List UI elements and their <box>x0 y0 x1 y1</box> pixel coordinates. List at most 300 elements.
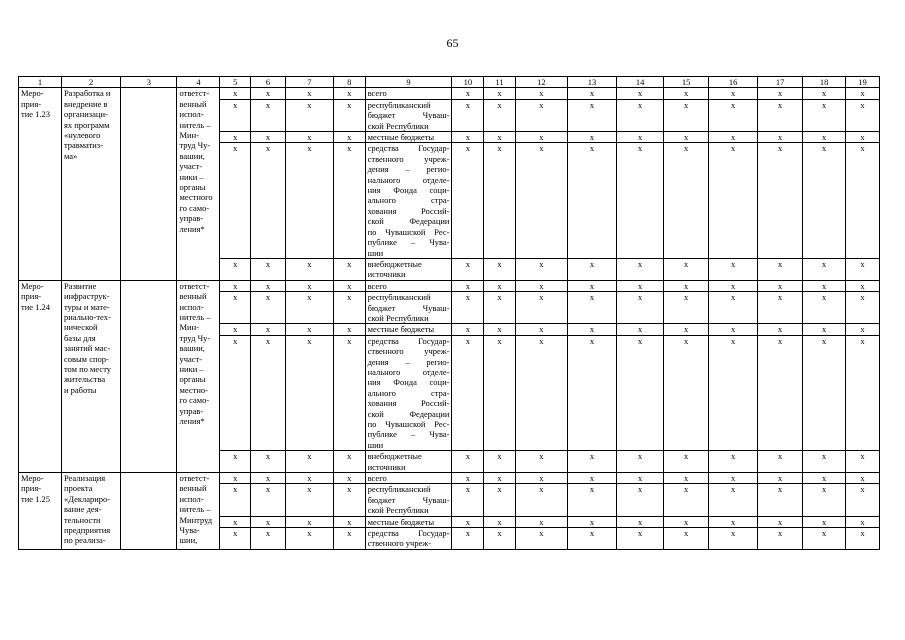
mark-cell: x <box>515 132 567 143</box>
funding-source-line: ального стра- <box>367 387 450 398</box>
header-cell: 3 <box>121 77 177 88</box>
measure-name <box>61 88 120 280</box>
measure-executor-line: управ- <box>179 213 204 224</box>
mark-cell: x <box>285 516 333 527</box>
measure-executor-line: нитель – <box>179 311 211 322</box>
header-cell: 18 <box>803 77 846 88</box>
funding-source-line: всего <box>367 473 387 484</box>
mark-cell: x <box>568 335 617 450</box>
mark-cell: x <box>452 451 484 473</box>
measure-name-line: тельности <box>63 514 101 525</box>
measure-executor-line: местного <box>179 192 213 203</box>
mark-cell: x <box>803 132 846 143</box>
measure-name-line: по реализа- <box>63 535 106 546</box>
header-cell: 10 <box>452 77 484 88</box>
mark-cell: x <box>333 258 365 280</box>
mark-cell: x <box>664 292 709 324</box>
header-cell: 7 <box>285 77 333 88</box>
measure-name-line: совым спор- <box>63 353 109 364</box>
header-cell: 4 <box>177 77 220 88</box>
mark-cell: x <box>515 335 567 450</box>
mark-cell: x <box>251 292 286 324</box>
measure-code-line: тие 1.24 <box>21 301 51 312</box>
mark-cell: x <box>846 335 880 450</box>
funding-source-line: ской Республики <box>367 120 429 131</box>
mark-cell: x <box>758 132 803 143</box>
mark-cell: x <box>758 99 803 131</box>
mark-cell: x <box>484 324 516 335</box>
measure-name-line: предприятия <box>63 525 111 536</box>
mark-cell: x <box>664 258 709 280</box>
measure-code-line: Меро- <box>21 88 44 99</box>
measure-name-line: вание дея- <box>63 504 102 515</box>
mark-cell: x <box>617 292 664 324</box>
mark-cell: x <box>617 143 664 258</box>
mark-cell: x <box>285 451 333 473</box>
mark-cell: x <box>664 324 709 335</box>
header-cell: 17 <box>758 77 803 88</box>
header-cell: 14 <box>617 77 664 88</box>
mark-cell: x <box>515 99 567 131</box>
measure-code <box>19 280 62 472</box>
mark-cell: x <box>220 292 251 324</box>
mark-cell: x <box>846 324 880 335</box>
mark-cell: x <box>484 143 516 258</box>
measure-name-line: нической <box>63 322 98 333</box>
funding-source <box>365 335 452 450</box>
mark-cell: x <box>758 335 803 450</box>
measure-executor-line: шии, <box>179 535 198 546</box>
mark-cell: x <box>709 516 758 527</box>
mark-cell: x <box>484 99 516 131</box>
mark-cell: x <box>568 258 617 280</box>
header-cell: 15 <box>664 77 709 88</box>
mark-cell: x <box>220 99 251 131</box>
measure-executor <box>177 473 220 550</box>
funding-source-line: дения – регио- <box>367 356 450 367</box>
mark-cell: x <box>846 516 880 527</box>
mark-cell: x <box>452 516 484 527</box>
funding-source-line: средства Государ- <box>367 143 450 154</box>
measure-name-line: организаци- <box>63 109 108 120</box>
funding-source-line: внебюджетные <box>367 258 422 269</box>
funding-source-line: внебюджетные <box>367 451 422 462</box>
measure-executor-line: венный <box>179 483 207 494</box>
mark-cell: x <box>251 516 286 527</box>
mark-cell: x <box>452 473 484 484</box>
mark-cell: x <box>452 324 484 335</box>
funding-source-line: ственного учреж- <box>367 153 450 164</box>
mark-cell: x <box>709 143 758 258</box>
mark-cell: x <box>220 143 251 258</box>
mark-cell: x <box>285 280 333 291</box>
table-row <box>19 88 880 99</box>
mark-cell: x <box>846 528 880 550</box>
mark-cell: x <box>484 473 516 484</box>
mark-cell: x <box>758 280 803 291</box>
mark-cell: x <box>664 473 709 484</box>
header-cell: 19 <box>846 77 880 88</box>
measure-executor-line: ления* <box>179 223 205 234</box>
mark-cell: x <box>803 143 846 258</box>
funding-source <box>365 324 452 335</box>
mark-cell: x <box>803 516 846 527</box>
funding-source <box>365 99 452 131</box>
mark-cell: x <box>484 280 516 291</box>
mark-cell: x <box>452 280 484 291</box>
mark-cell: x <box>285 143 333 258</box>
mark-cell: x <box>484 132 516 143</box>
mark-cell: x <box>846 88 880 99</box>
measure-executor-line: ответст- <box>179 280 210 291</box>
measure-code-line: прия- <box>21 98 42 109</box>
measure-executor-line: Минтруд <box>179 514 213 525</box>
funding-source-line: бюджет Чуваш- <box>367 494 450 505</box>
mark-cell: x <box>709 258 758 280</box>
measure-executor-line: Мин- <box>179 130 199 141</box>
funding-source-line: источники <box>367 461 406 472</box>
mark-cell: x <box>664 451 709 473</box>
mark-cell: x <box>568 324 617 335</box>
measure-executor-line: ники – <box>179 363 204 374</box>
empty-cell <box>121 88 177 280</box>
measure-name-line: проекта <box>63 483 93 494</box>
mark-cell: x <box>568 143 617 258</box>
measure-executor-line: го само- <box>179 395 210 406</box>
measure-name-line: базы для <box>63 332 96 343</box>
mark-cell: x <box>617 280 664 291</box>
mark-cell: x <box>709 528 758 550</box>
mark-cell: x <box>484 88 516 99</box>
mark-cell: x <box>568 473 617 484</box>
mark-cell: x <box>452 335 484 450</box>
measure-executor-line: ники – <box>179 171 204 182</box>
mark-cell: x <box>846 132 880 143</box>
funding-source-line: республиканский <box>367 99 431 110</box>
mark-cell: x <box>664 335 709 450</box>
mark-cell: x <box>758 258 803 280</box>
mark-cell: x <box>617 88 664 99</box>
funding-source-line: хования Россий- <box>367 398 450 409</box>
mark-cell: x <box>846 473 880 484</box>
mark-cell: x <box>333 280 365 291</box>
mark-cell: x <box>617 132 664 143</box>
mark-cell: x <box>709 324 758 335</box>
header-cell: 11 <box>484 77 516 88</box>
mark-cell: x <box>617 528 664 550</box>
mark-cell: x <box>220 280 251 291</box>
mark-cell: x <box>758 143 803 258</box>
measure-name-line: инфраструк- <box>63 291 110 302</box>
mark-cell: x <box>758 451 803 473</box>
mark-cell: x <box>251 335 286 450</box>
mark-cell: x <box>664 484 709 516</box>
funding-source-line: источники <box>367 269 406 280</box>
funding-source <box>365 292 452 324</box>
measure-executor <box>177 280 220 472</box>
measure-name-line: том по месту <box>63 363 112 374</box>
empty-cell <box>121 280 177 472</box>
funding-source-line: ской Республики <box>367 312 429 323</box>
funding-source <box>365 132 452 143</box>
measure-name-line: Разработка и <box>63 88 111 99</box>
mark-cell: x <box>803 258 846 280</box>
header-cell: 13 <box>568 77 617 88</box>
funding-source-line: ской Федерации <box>367 408 450 419</box>
measure-executor-line: ления* <box>179 416 205 426</box>
funding-source <box>365 143 452 258</box>
mark-cell: x <box>484 516 516 527</box>
measure-executor-line: труд Чу- <box>179 140 211 151</box>
measure-name-line: внедрение в <box>63 98 108 109</box>
mark-cell: x <box>664 143 709 258</box>
mark-cell: x <box>709 484 758 516</box>
mark-cell: x <box>484 258 516 280</box>
header-cell: 1 <box>19 77 62 88</box>
mark-cell: x <box>251 88 286 99</box>
header-cell: 12 <box>515 77 567 88</box>
mark-cell: x <box>709 335 758 450</box>
mark-cell: x <box>803 484 846 516</box>
mark-cell: x <box>617 335 664 450</box>
mark-cell: x <box>515 473 567 484</box>
funding-source-line: средства Государ- <box>367 528 450 539</box>
funding-source-line: местные бюджеты <box>367 132 435 143</box>
measure-executor-line: венный <box>179 291 207 302</box>
header-row <box>19 77 880 88</box>
funding-source <box>365 473 452 484</box>
mark-cell: x <box>333 528 365 550</box>
mark-cell: x <box>220 335 251 450</box>
mark-cell: x <box>452 258 484 280</box>
mark-cell: x <box>568 99 617 131</box>
mark-cell: x <box>484 335 516 450</box>
measure-executor-line: ответст- <box>179 473 210 484</box>
measure-executor-line: го само- <box>179 202 210 213</box>
empty-cell <box>121 473 177 550</box>
measure-executor-line: нитель – <box>179 504 211 515</box>
funding-source-line: шии <box>367 247 384 258</box>
measure-code <box>19 88 62 280</box>
measure-name-line: ях программ <box>63 119 110 130</box>
funding-source-line: средства Государ- <box>367 335 450 346</box>
funding-source-line: ального стра- <box>367 195 450 206</box>
measure-code-line: Меро- <box>21 473 44 484</box>
funding-source-line: местные бюджеты <box>367 324 435 335</box>
measure-executor-line: органы <box>179 182 206 193</box>
mark-cell: x <box>515 451 567 473</box>
mark-cell: x <box>515 143 567 258</box>
mark-cell: x <box>333 324 365 335</box>
mark-cell: x <box>452 484 484 516</box>
mark-cell: x <box>664 280 709 291</box>
funding-source <box>365 88 452 99</box>
mark-cell: x <box>617 99 664 131</box>
mark-cell: x <box>452 528 484 550</box>
measure-name-line: ма» <box>63 150 78 161</box>
mark-cell: x <box>285 484 333 516</box>
funding-source-line: ской Федерации <box>367 216 450 227</box>
mark-cell: x <box>664 132 709 143</box>
funding-source-line: публике – Чува- <box>367 429 450 440</box>
mark-cell: x <box>333 99 365 131</box>
mark-cell: x <box>285 258 333 280</box>
measure-name-line: травматиз- <box>63 140 103 151</box>
mark-cell: x <box>515 484 567 516</box>
measure-executor-line: испол- <box>179 301 204 312</box>
funding-source <box>365 258 452 280</box>
mark-cell: x <box>220 132 251 143</box>
mark-cell: x <box>484 292 516 324</box>
mark-cell: x <box>568 484 617 516</box>
funding-source-line: по Чувашской Рес- <box>367 419 450 429</box>
mark-cell: x <box>568 528 617 550</box>
mark-cell: x <box>251 99 286 131</box>
funding-source-line: республиканский <box>367 484 431 495</box>
measure-name-line: занятий мас- <box>63 343 111 354</box>
mark-cell: x <box>220 473 251 484</box>
measure-code-line: прия- <box>21 291 42 302</box>
funding-source-line: публике – Чува- <box>367 237 450 248</box>
mark-cell: x <box>758 516 803 527</box>
mark-cell: x <box>333 451 365 473</box>
mark-cell: x <box>846 99 880 131</box>
funding-source-line: республиканский <box>367 292 431 303</box>
measure-executor-line: труд Чу- <box>179 332 211 343</box>
mark-cell: x <box>568 516 617 527</box>
header-cell: 5 <box>220 77 251 88</box>
mark-cell: x <box>220 516 251 527</box>
mark-cell: x <box>709 99 758 131</box>
mark-cell: x <box>568 132 617 143</box>
budget-table <box>18 76 880 550</box>
measure-name-line: Развитие <box>63 280 97 291</box>
funding-source-line: местные бюджеты <box>367 516 435 527</box>
funding-source-line: нального отделе- <box>367 174 450 185</box>
funding-source-line: нального отделе- <box>367 366 450 377</box>
mark-cell: x <box>285 132 333 143</box>
measure-executor <box>177 88 220 280</box>
header-cell: 6 <box>251 77 286 88</box>
mark-cell: x <box>515 88 567 99</box>
measure-executor-line: управ- <box>179 405 204 416</box>
measure-executor-line: вашии, <box>179 343 205 354</box>
mark-cell: x <box>846 451 880 473</box>
mark-cell: x <box>758 88 803 99</box>
mark-cell: x <box>515 528 567 550</box>
mark-cell: x <box>220 88 251 99</box>
table-row <box>19 473 880 484</box>
mark-cell: x <box>617 473 664 484</box>
mark-cell: x <box>758 292 803 324</box>
measure-executor-line: вашии, <box>179 150 205 161</box>
mark-cell: x <box>452 292 484 324</box>
mark-cell: x <box>664 88 709 99</box>
funding-source-line: дения – регио- <box>367 164 450 175</box>
mark-cell: x <box>758 484 803 516</box>
mark-cell: x <box>251 280 286 291</box>
mark-cell: x <box>846 280 880 291</box>
mark-cell: x <box>285 292 333 324</box>
measure-executor-line: венный <box>179 98 207 109</box>
mark-cell: x <box>709 132 758 143</box>
mark-cell: x <box>333 292 365 324</box>
mark-cell: x <box>285 528 333 550</box>
funding-source-line: всего <box>367 280 387 291</box>
funding-source <box>365 451 452 473</box>
mark-cell: x <box>251 484 286 516</box>
mark-cell: x <box>803 292 846 324</box>
funding-source <box>365 484 452 516</box>
mark-cell: x <box>452 99 484 131</box>
mark-cell: x <box>452 88 484 99</box>
measure-name-line: «Деклариро- <box>63 493 111 504</box>
measure-executor-line: испол- <box>179 493 204 504</box>
header-cell: 2 <box>61 77 120 88</box>
header-cell: 8 <box>333 77 365 88</box>
measure-executor-line: ответст- <box>179 88 210 99</box>
mark-cell: x <box>617 324 664 335</box>
funding-source <box>365 528 452 550</box>
mark-cell: x <box>803 473 846 484</box>
mark-cell: x <box>664 99 709 131</box>
mark-cell: x <box>333 484 365 516</box>
mark-cell: x <box>617 258 664 280</box>
mark-cell: x <box>251 143 286 258</box>
funding-source-line: хования Россий- <box>367 205 450 216</box>
mark-cell: x <box>846 292 880 324</box>
measure-code-line: тие 1.25 <box>21 493 51 504</box>
mark-cell: x <box>333 88 365 99</box>
mark-cell: x <box>220 324 251 335</box>
mark-cell: x <box>452 132 484 143</box>
mark-cell: x <box>333 132 365 143</box>
table-row <box>19 280 880 291</box>
mark-cell: x <box>452 143 484 258</box>
measure-name-line: жительства <box>63 374 106 385</box>
mark-cell: x <box>251 132 286 143</box>
measure-executor-line: испол- <box>179 109 204 120</box>
measure-code <box>19 473 62 550</box>
funding-source-line: шии <box>367 439 384 450</box>
mark-cell: x <box>333 143 365 258</box>
mark-cell: x <box>709 451 758 473</box>
funding-source <box>365 280 452 291</box>
mark-cell: x <box>803 528 846 550</box>
mark-cell: x <box>803 99 846 131</box>
mark-cell: x <box>846 143 880 258</box>
mark-cell: x <box>333 473 365 484</box>
measure-executor-line: участ- <box>179 353 203 364</box>
mark-cell: x <box>709 88 758 99</box>
mark-cell: x <box>664 516 709 527</box>
measure-name-line: «нулевого <box>63 130 101 141</box>
mark-cell: x <box>515 280 567 291</box>
mark-cell: x <box>220 528 251 550</box>
mark-cell: x <box>515 324 567 335</box>
measure-code-line: Меро- <box>21 280 44 291</box>
mark-cell: x <box>568 292 617 324</box>
measure-executor-line: участ- <box>179 161 203 172</box>
mark-cell: x <box>515 292 567 324</box>
header-cell: 16 <box>709 77 758 88</box>
measure-name-line: туры и мате- <box>63 301 110 312</box>
mark-cell: x <box>515 516 567 527</box>
mark-cell: x <box>803 451 846 473</box>
measure-name <box>61 473 120 550</box>
mark-cell: x <box>568 280 617 291</box>
mark-cell: x <box>709 280 758 291</box>
